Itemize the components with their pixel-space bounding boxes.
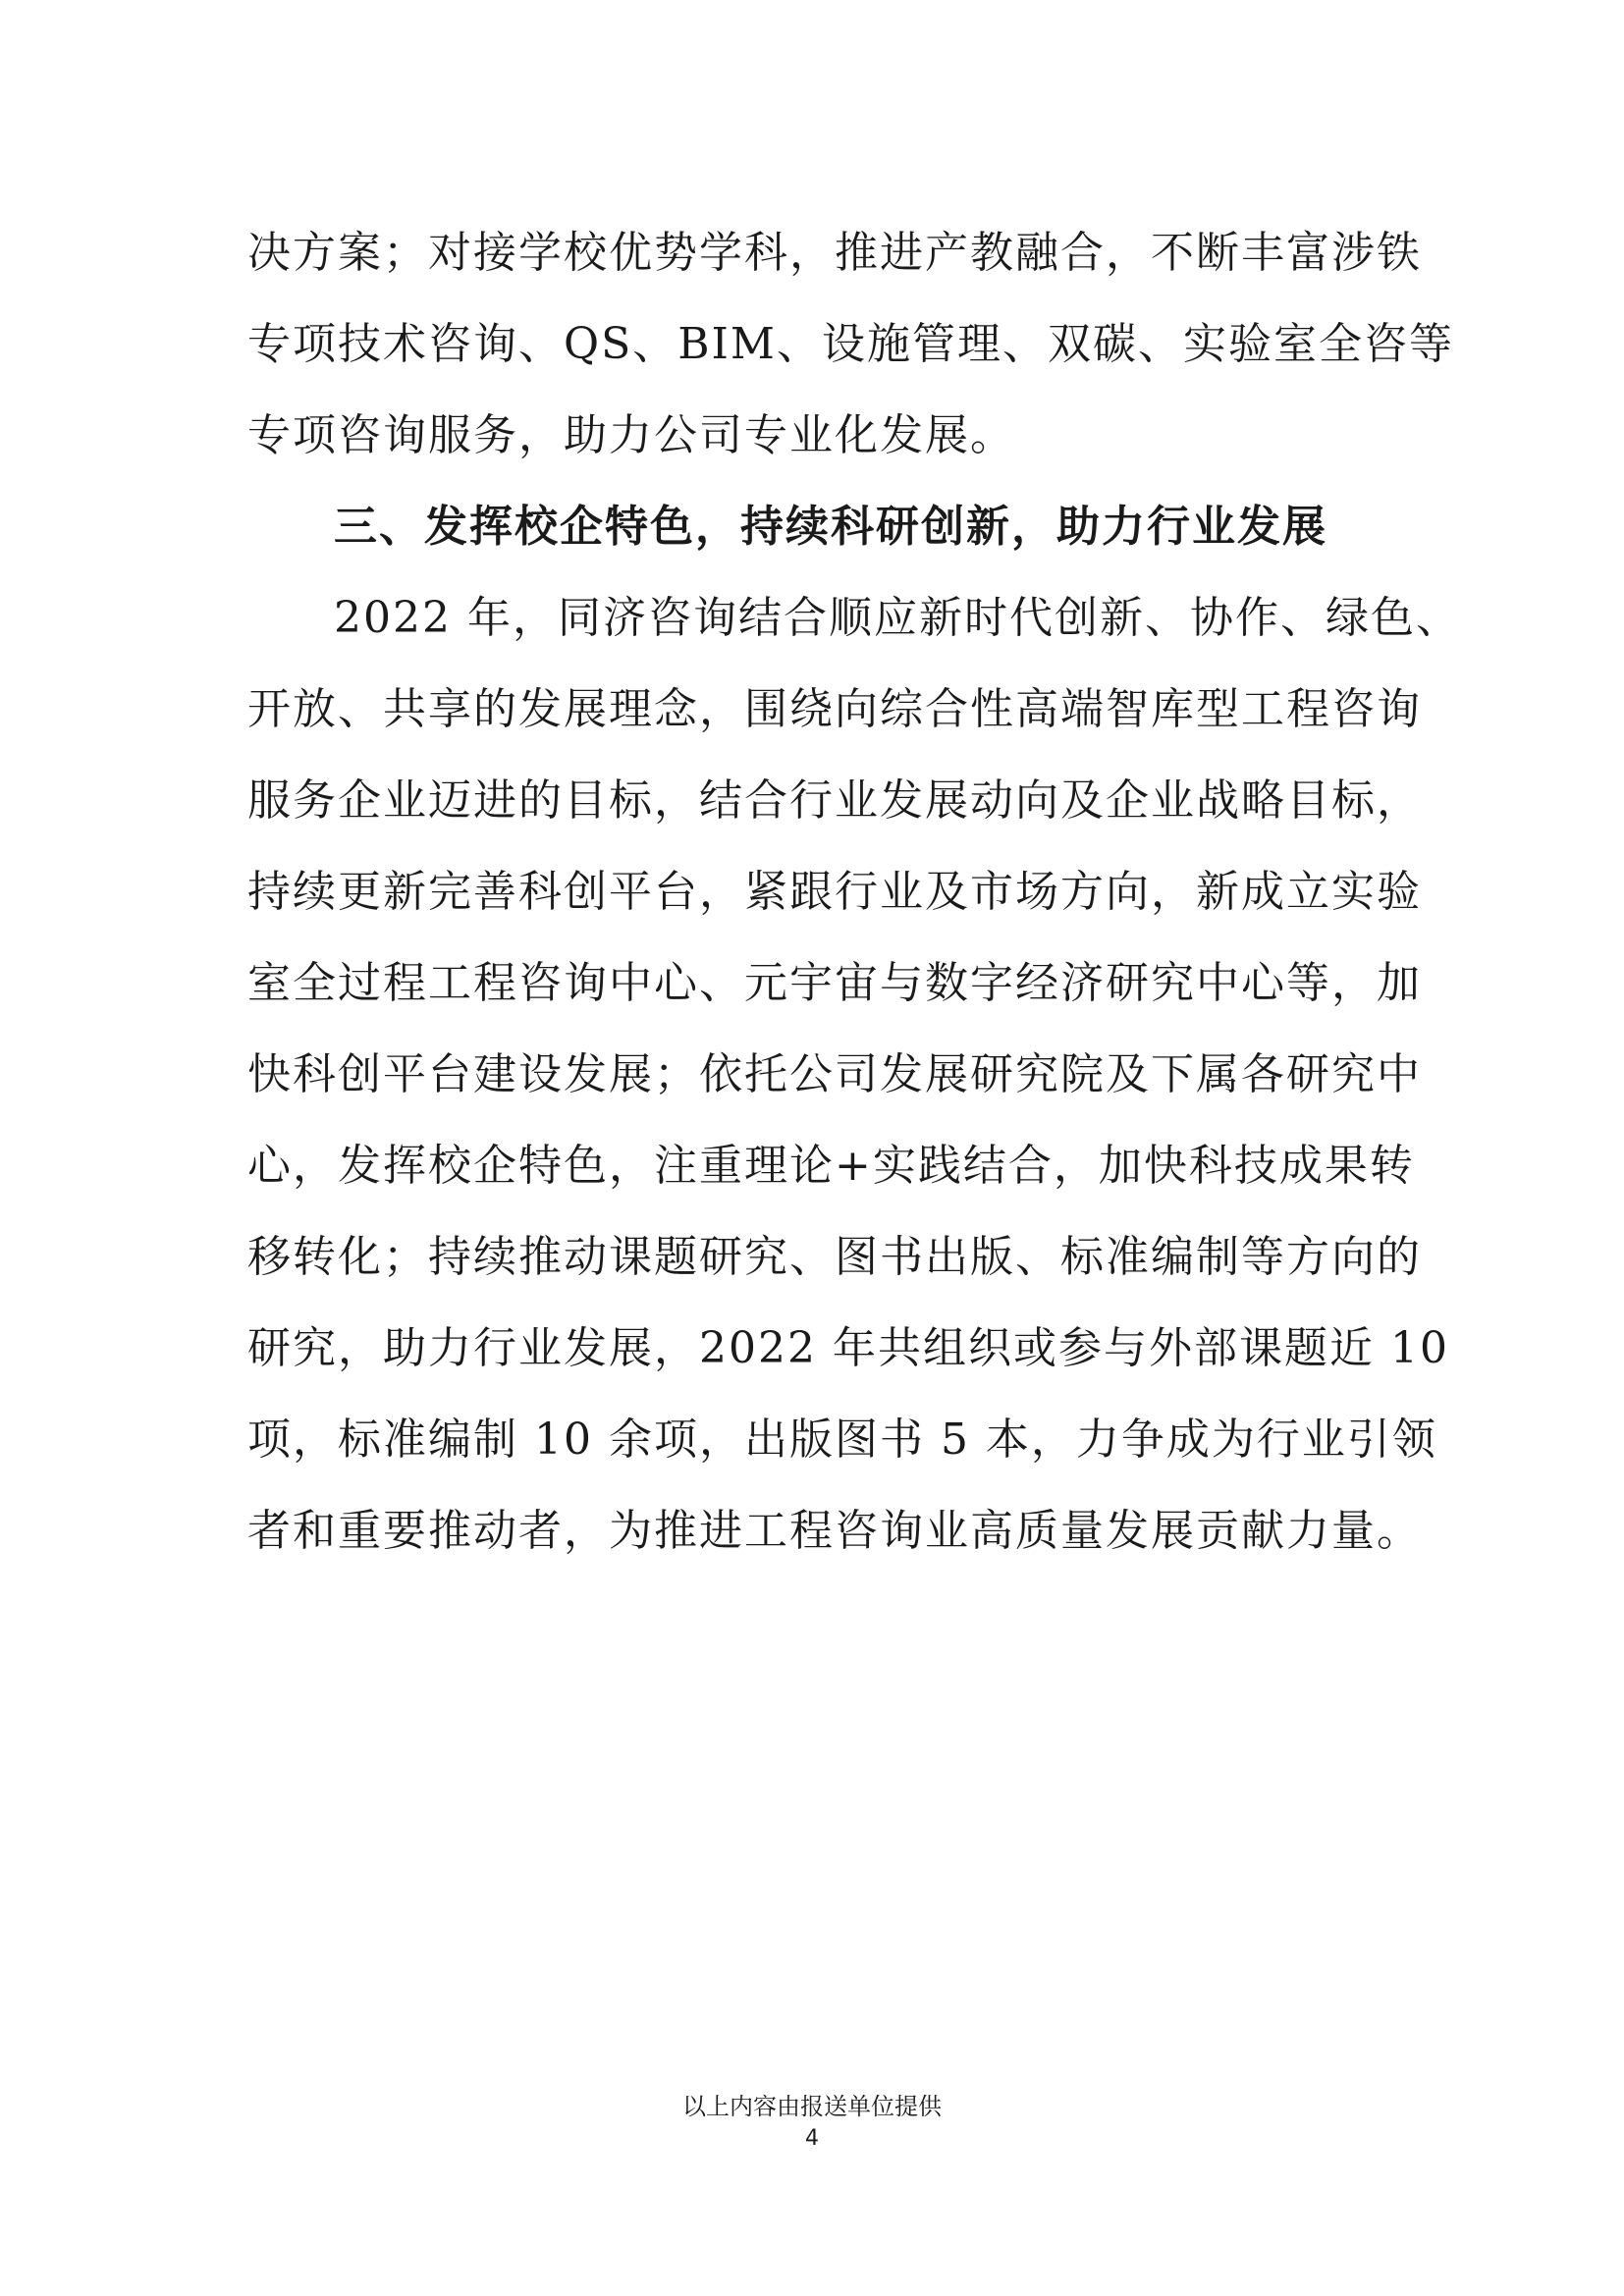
page-number: 4	[805, 2126, 819, 2151]
paragraph-line: 服务企业迈进的目标，结合行业发展动向及企业战略目标，	[247, 775, 1422, 826]
body-text	[247, 207, 1461, 1576]
paragraph-line: 心，发挥校企特色，注重理论+实践结合，加快科技成果转	[247, 1141, 1415, 1191]
text-line: 专项技术咨询、QS、BIM、设施管理、双碳、实验室全咨等	[247, 319, 1454, 369]
text-line: 专项咨询服务，助力公司专业化发展。	[247, 410, 1015, 460]
text-line: 决方案；对接学校优势学科，推进产教融合，不断丰富涉铁	[247, 228, 1422, 278]
paragraph-line: 项，标准编制 10 余项，出版图书 5 本，力争成为行业引领	[247, 1415, 1437, 1465]
footer-note: 以上内容由报送单位提供	[682, 2093, 942, 2120]
paragraph-line: 研究，助力行业发展，2022 年共组织或参与外部课题近 10	[247, 1323, 1449, 1373]
paragraph-line: 快科创平台建设发展；依托公司发展研究院及下属各研究中	[247, 1049, 1422, 1099]
paragraph-line: 室全过程工程咨询中心、元宇宙与数字经济研究中心等，加	[247, 958, 1422, 1008]
paragraph-line: 者和重要推动者，为推进工程咨询业高质量发展贡献力量。	[247, 1506, 1422, 1556]
paragraph-line: 开放、共享的发展理念，围绕向综合性高端智库型工程咨询	[247, 684, 1422, 734]
paragraph-line: 2022 年，同济咨询结合顺应新时代创新、协作、绿色、	[334, 593, 1461, 643]
section-heading: 三、发挥校企特色，持续科研创新，助力行业发展	[334, 502, 1327, 552]
paragraph-line: 移转化；持续推动课题研究、图书出版、标准编制等方向的	[247, 1232, 1422, 1282]
paragraph-line: 持续更新完善科创平台，紧跟行业及市场方向，新成立实验	[247, 867, 1422, 917]
